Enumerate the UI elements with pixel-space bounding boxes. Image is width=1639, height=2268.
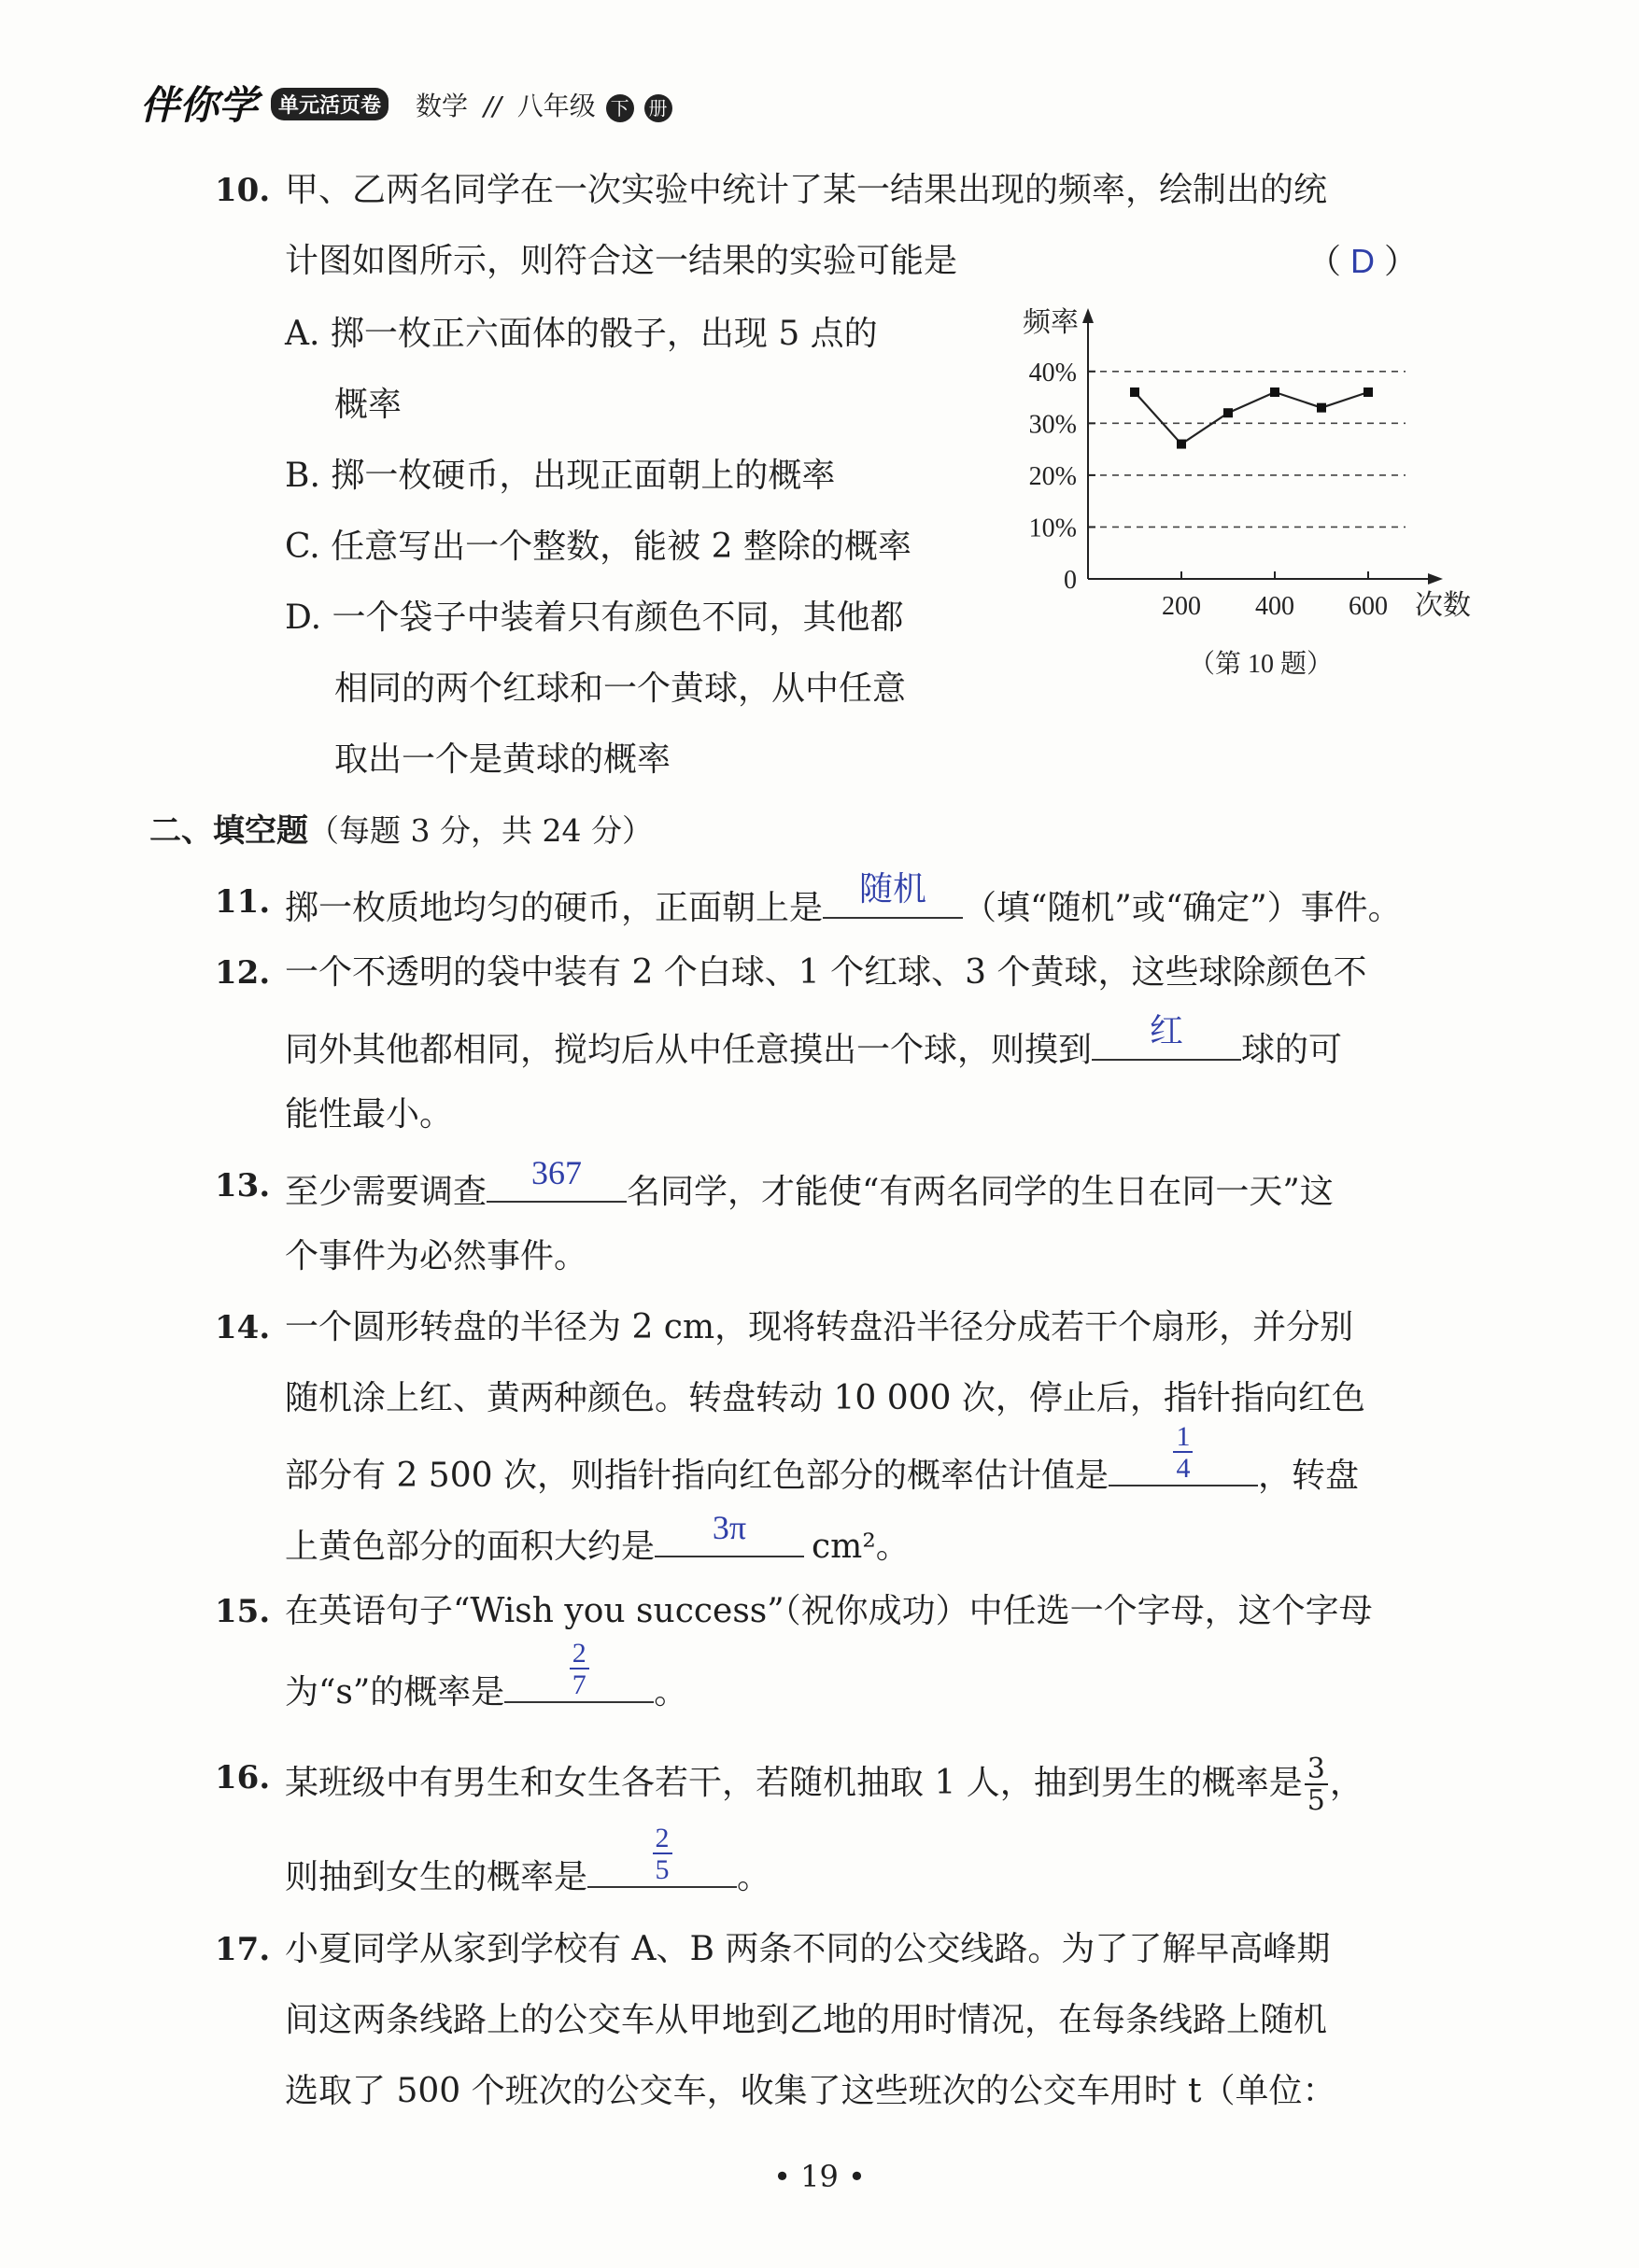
q17-line2: 间这两条线路上的公交车从甲地到乙地的用时情况，在每条线路上随机 xyxy=(285,2001,1328,2039)
q16-line2 xyxy=(285,1823,771,1900)
q12-number: 12. xyxy=(215,954,271,992)
q11-pre: 掷一枚质地均匀的硬币，正面朝上是 xyxy=(285,889,824,927)
y-tick-label: 40% xyxy=(1028,358,1077,387)
q14-answer1 xyxy=(1109,1423,1258,1483)
paren-close: ） xyxy=(1384,243,1419,281)
q12-line1: 一个不透明的袋中装有 2 个白球、1 个红球、3 个黄球，这些球除颜色不 xyxy=(285,953,1367,992)
q10-line2: 计图如图所示，则符合这一结果的实验可能是 xyxy=(285,242,958,280)
x-axis-arrow xyxy=(1428,573,1443,585)
q14-blank2 xyxy=(655,1509,804,1557)
y-tick-label: 0 xyxy=(1064,566,1077,595)
q14-line2: 随机涂上红、黄两种颜色。转盘转动 10 000 次，停止后，指针指向红色 xyxy=(285,1379,1365,1417)
header-info xyxy=(416,86,672,123)
q10-answer-paren xyxy=(1307,239,1418,285)
q16-ans-den: 5 xyxy=(655,1854,670,1885)
q11-number: 11. xyxy=(215,883,271,921)
y-tick-label: 30% xyxy=(1028,410,1077,440)
page-number: • 19 • xyxy=(773,2159,866,2194)
q14-unit: cm² xyxy=(812,1528,876,1566)
data-point xyxy=(1270,387,1279,397)
q11-post: （填“随机”或“确定”）事件。 xyxy=(963,889,1402,927)
brand-logo: 伴你学 xyxy=(140,82,259,128)
q14-line1: 一个圆形转盘的半径为 2 cm，现将转盘沿半径分成若干个扇形，并分别 xyxy=(285,1308,1354,1346)
q15-pre: 为“s”的概率是 xyxy=(285,1673,505,1712)
q10-option-d-line1: D. 一个袋子中装着只有颜色不同，其他都 xyxy=(285,599,904,637)
header-subject: 数学 xyxy=(416,91,469,121)
x-tick-label: 400 xyxy=(1255,592,1294,621)
q13-pre: 至少需要调查 xyxy=(285,1173,487,1211)
data-point xyxy=(1177,440,1186,449)
paren-open: （ xyxy=(1307,243,1342,281)
section2-title: 二、填空题 xyxy=(149,812,308,850)
q10-number: 10. xyxy=(215,172,271,209)
q10-option-b: B. 掷一枚硬币，出现正面朝上的概率 xyxy=(285,457,836,495)
q17-line1: 小夏同学从家到学校有 A、B 两条不同的公交线路。为了了解早高峰期 xyxy=(285,1930,1331,1968)
frequency-line-chart xyxy=(999,299,1471,691)
series-badge: 单元活页卷 xyxy=(271,88,389,120)
volume-suffix: 册 xyxy=(644,94,672,122)
q13-post: 名同学，才能使“有两名同学的生日在同一天”这 xyxy=(627,1173,1334,1211)
q13-blank xyxy=(487,1154,627,1203)
data-point xyxy=(1363,387,1373,397)
q13-line1 xyxy=(285,1154,1334,1215)
chart-caption: （第 10 题） xyxy=(1188,650,1334,679)
header-grade: 八年级 xyxy=(516,91,596,121)
q14-number: 14. xyxy=(215,1309,271,1346)
q15-blank xyxy=(504,1638,654,1703)
q13-number: 13. xyxy=(215,1167,271,1204)
q16-pre: 则抽到女生的概率是 xyxy=(285,1858,588,1896)
y-tick-label: 10% xyxy=(1028,514,1077,543)
section2-heading xyxy=(149,809,653,853)
q15-number: 15. xyxy=(215,1593,271,1630)
q10-option-d-line3: 取出一个是黄球的概率 xyxy=(334,740,671,779)
q17-number: 17. xyxy=(215,1931,271,1968)
q15-answer xyxy=(504,1640,654,1699)
q14-ans1-num: 1 xyxy=(1173,1423,1193,1453)
section2-note: （每题 3 分，共 24 分） xyxy=(308,812,653,849)
q16-number: 16. xyxy=(215,1759,271,1796)
q13-line2: 个事件为必然事件。 xyxy=(285,1237,588,1275)
q10-answer: D xyxy=(1350,242,1376,280)
y-tick-label: 20% xyxy=(1028,461,1077,491)
q16-given-fraction xyxy=(1305,1755,1328,1815)
q14-blank1 xyxy=(1109,1421,1258,1486)
x-axis-label: 次数 xyxy=(1415,590,1471,621)
q12-line2 xyxy=(285,1012,1343,1073)
q16-given-num: 3 xyxy=(1305,1755,1328,1785)
q15-line1: 在英语句子“Wish you success”（祝你成功）中任选一个字母，这个字母 xyxy=(285,1592,1373,1630)
q10-option-d-line2: 相同的两个红球和一个黄球，从中任意 xyxy=(334,669,907,708)
y-axis-arrow xyxy=(1082,308,1094,323)
header-separator: // xyxy=(483,91,502,121)
q16-given-den: 5 xyxy=(1307,1784,1325,1817)
q10-option-a-line2: 概率 xyxy=(334,386,403,424)
x-tick-label: 200 xyxy=(1162,592,1201,621)
q12-post: 球的可 xyxy=(1241,1031,1343,1069)
q17-line3: 选取了 500 个班次的公交车，收集了这些班次的公交车用时 t（单位： xyxy=(285,2072,1336,2110)
q10-option-c: C. 任意写出一个整数，能被 2 整除的概率 xyxy=(285,528,911,566)
q15-ans-den: 7 xyxy=(572,1669,586,1700)
q13-answer: 367 xyxy=(531,1154,583,1191)
series-line xyxy=(1135,392,1368,444)
q14-line3-post: ，转盘 xyxy=(1257,1457,1359,1495)
q14-line3 xyxy=(285,1421,1359,1499)
q10-line1: 甲、乙两名同学在一次实验中统计了某一结果出现的频率，绘制出的统 xyxy=(285,171,1328,209)
q12-blank xyxy=(1092,1012,1241,1061)
x-tick-label: 600 xyxy=(1349,592,1388,621)
q11-line xyxy=(285,870,1402,931)
q16-line1-text: 某班级中有男生和女生各若干，若随机抽取 1 人，抽到男生的概率是 xyxy=(285,1764,1303,1802)
q16-line1-end: ， xyxy=(1329,1764,1363,1802)
q14-answer2: 3π xyxy=(712,1509,747,1546)
q16-answer xyxy=(587,1824,737,1884)
q10-option-a-line1: A. 掷一枚正六面体的骰子，出现 5 点的 xyxy=(285,315,878,353)
q16-line1 xyxy=(285,1755,1363,1815)
q11-answer: 随机 xyxy=(859,870,927,908)
data-point xyxy=(1317,403,1326,413)
q14-ans1-den: 4 xyxy=(1176,1453,1191,1484)
q15-ans-num: 2 xyxy=(570,1640,589,1669)
q16-ans-num: 2 xyxy=(653,1824,672,1854)
q15-post: 。 xyxy=(654,1673,688,1712)
q14-line4 xyxy=(285,1509,910,1570)
volume-badge: 下 xyxy=(606,94,634,122)
y-axis-label: 频率 xyxy=(1023,307,1079,338)
q16-post: 。 xyxy=(737,1858,771,1896)
q16-blank xyxy=(587,1823,737,1888)
q12-answer: 红 xyxy=(1150,1012,1184,1049)
q14-line4-pre: 上黄色部分的面积大约是 xyxy=(285,1528,656,1566)
data-point xyxy=(1223,408,1233,417)
q11-blank xyxy=(823,870,963,919)
data-point xyxy=(1130,387,1139,397)
q14-line3-pre: 部分有 2 500 次，则指针指向红色部分的概率估计值是 xyxy=(285,1457,1109,1495)
q12-pre: 同外其他都相同，搅均后从中任意摸出一个球，则摸到 xyxy=(285,1031,1093,1069)
q15-line2 xyxy=(285,1638,688,1715)
q12-line3: 能性最小。 xyxy=(285,1095,454,1134)
q14-line4-post: 。 xyxy=(875,1528,910,1566)
